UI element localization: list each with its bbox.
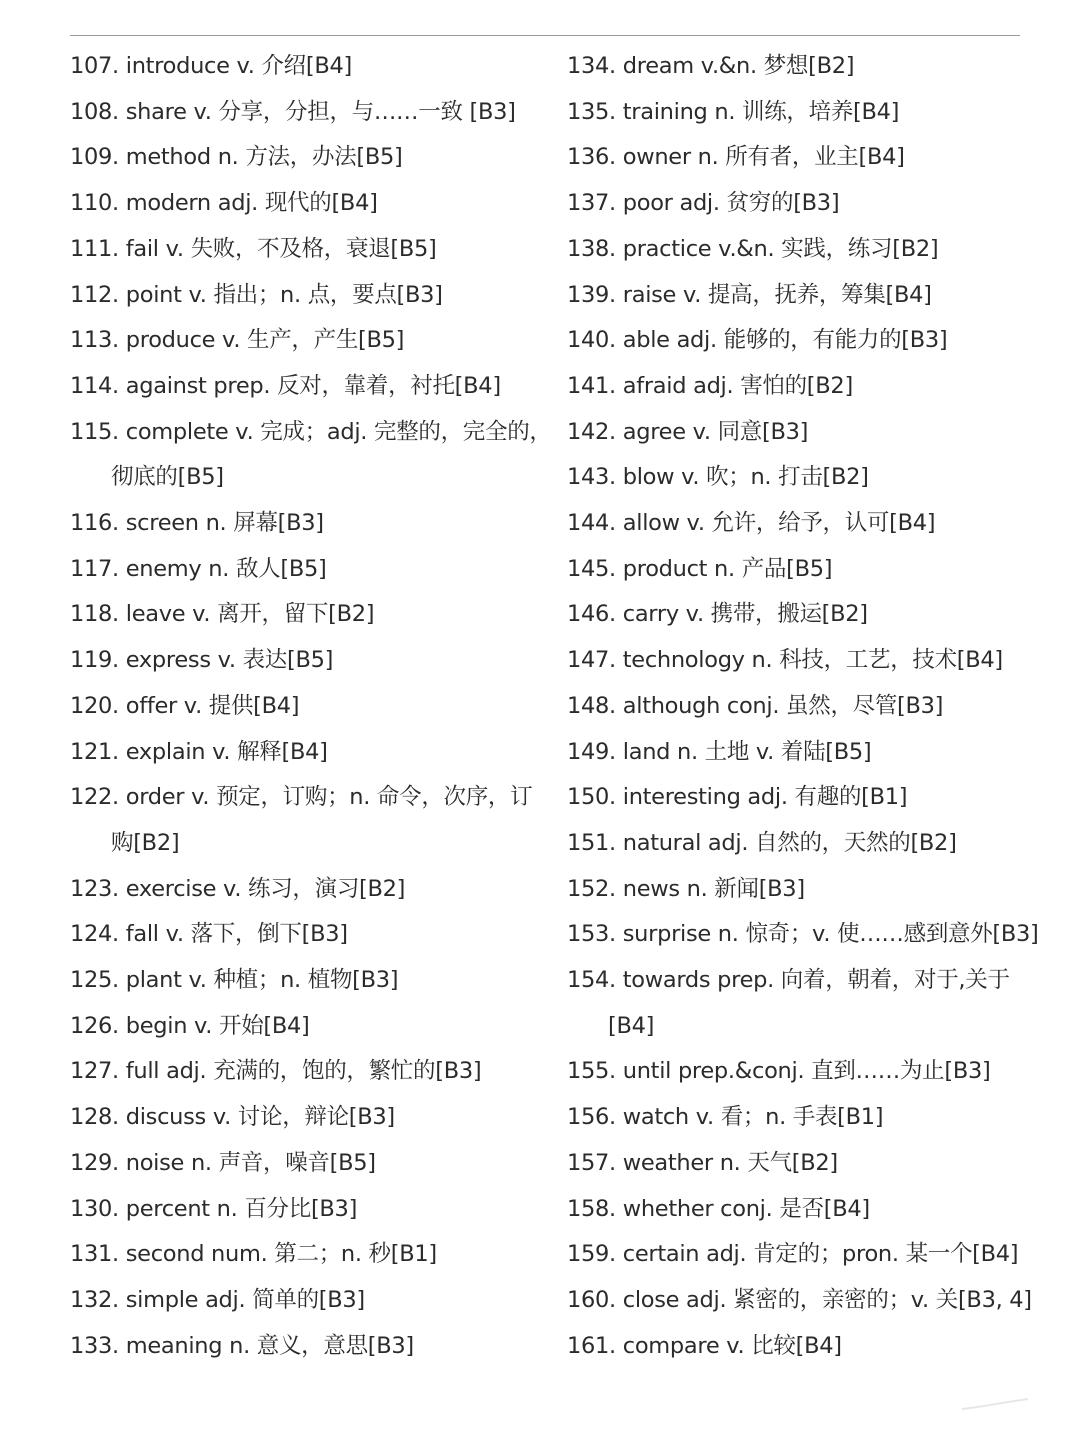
list-item: 137. poor adj. 贫穷的[B3] [567,190,840,217]
list-item: 111. fail v. 失败，不及格，衰退[B5] [70,235,437,262]
list-item: 132. simple adj. 简单的[B3] [70,1286,365,1313]
list-item: 160. close adj. 紧密的，亲密的；v. 关[B3, 4] [567,1286,1032,1313]
list-item: 120. offer v. 提供[B4] [70,692,300,719]
list-item: 125. plant v. 种植；n. 植物[B3] [70,967,399,994]
top-rule [70,35,1020,36]
list-item: 116. screen n. 屏幕[B3] [70,510,324,537]
list-item: 129. noise n. 声音，噪音[B5] [70,1149,376,1176]
list-item: 138. practice v.&n. 实践，练习[B2] [567,235,939,262]
list-item: 144. allow v. 允许，给予，认可[B4] [567,510,936,537]
list-item: 114. against prep. 反对，靠着，衬托[B4] [70,372,501,399]
list-item: 121. explain v. 解释[B4] [70,738,328,765]
left-column [70,44,552,1369]
list-item: 134. dream v.&n. 梦想[B2] [567,53,855,79]
list-item: 158. whether conj. 是否[B4] [567,1195,870,1222]
list-item: 136. owner n. 所有者，业主[B4] [567,144,905,171]
right-column [567,44,1039,1369]
list-item: 150. interesting adj. 有趣的[B1] [567,784,908,811]
list-item: 131. second num. 第二；n. 秒[B1] [70,1241,437,1268]
list-item: 149. land n. 土地 v. 着陆[B5] [567,738,872,765]
list-item: 110. modern adj. 现代的[B4] [70,190,378,217]
list-item: 145. product n. 产品[B5] [567,555,833,582]
list-item: 124. fall v. 落下，倒下[B3] [70,921,348,948]
list-item: 139. raise v. 提高，抚养，筹集[B4] [567,281,932,308]
list-item: 159. certain adj. 肯定的；pron. 某一个[B4] [567,1241,1019,1268]
list-item: 143. blow v. 吹；n. 打击[B2] [567,464,869,491]
list-item: 123. exercise v. 练习，演习[B2] [70,875,406,902]
list-item: 148. although conj. 虽然，尽管[B3] [567,692,944,719]
list-item: 156. watch v. 看；n. 手表[B1] [567,1104,884,1131]
list-item: 109. method n. 方法，办法[B5] [70,144,403,171]
list-item: 117. enemy n. 敌人[B5] [70,555,327,582]
list-item: 113. produce v. 生产，产生[B5] [70,327,405,354]
list-item: 122. order v. 预定，订购；n. 命令，次序，订 购[B2] [70,784,533,856]
list-item: 146. carry v. 携带，搬运[B2] [567,601,868,628]
list-item: 127. full adj. 充满的，饱的，繁忙的[B3] [70,1058,482,1085]
list-item: 141. afraid adj. 害怕的[B2] [567,372,853,399]
list-item: 130. percent n. 百分比[B3] [70,1195,358,1222]
list-item: 119. express v. 表达[B5] [70,647,334,674]
list-item: 126. begin v. 开始[B4] [70,1012,310,1039]
list-item: 154. towards prep. 向着，朝着，对于,关于 [B4] [567,967,1010,1039]
list-item: 151. natural adj. 自然的，天然的[B2] [567,829,957,856]
list-item: 161. compare v. 比较[B4] [567,1332,842,1359]
list-item: 153. surprise n. 惊奇；v. 使……感到意外[B3] [567,921,1039,948]
list-item: 128. discuss v. 讨论，辩论[B3] [70,1104,395,1131]
list-item: 133. meaning n. 意义，意思[B3] [70,1332,414,1359]
list-item: 140. able adj. 能够的，有能力的[B3] [567,327,948,354]
list-item: 115. complete v. 完成；adj. 完整的，完全的， 彻底的[B5] [70,418,552,491]
watermark-swoosh-icon [960,1397,1030,1411]
list-item: 155. until prep.&conj. 直到……为止[B3] [567,1058,991,1085]
list-item: 147. technology n. 科技，工艺，技术[B4] [567,647,1003,674]
list-item: 135. training n. 训练，培养[B4] [567,98,900,125]
list-item: 118. leave v. 离开，留下[B2] [70,601,375,628]
list-item: 157. weather n. 天气[B2] [567,1149,838,1176]
list-item: 142. agree v. 同意[B3] [567,418,809,445]
list-item: 107. introduce v. 介绍[B4] [70,53,352,79]
list-item: 108. share v. 分享，分担，与……一致 [B3] [70,98,516,125]
list-item: 112. point v. 指出；n. 点，要点[B3] [70,281,443,308]
list-item: 152. news n. 新闻[B3] [567,875,805,902]
